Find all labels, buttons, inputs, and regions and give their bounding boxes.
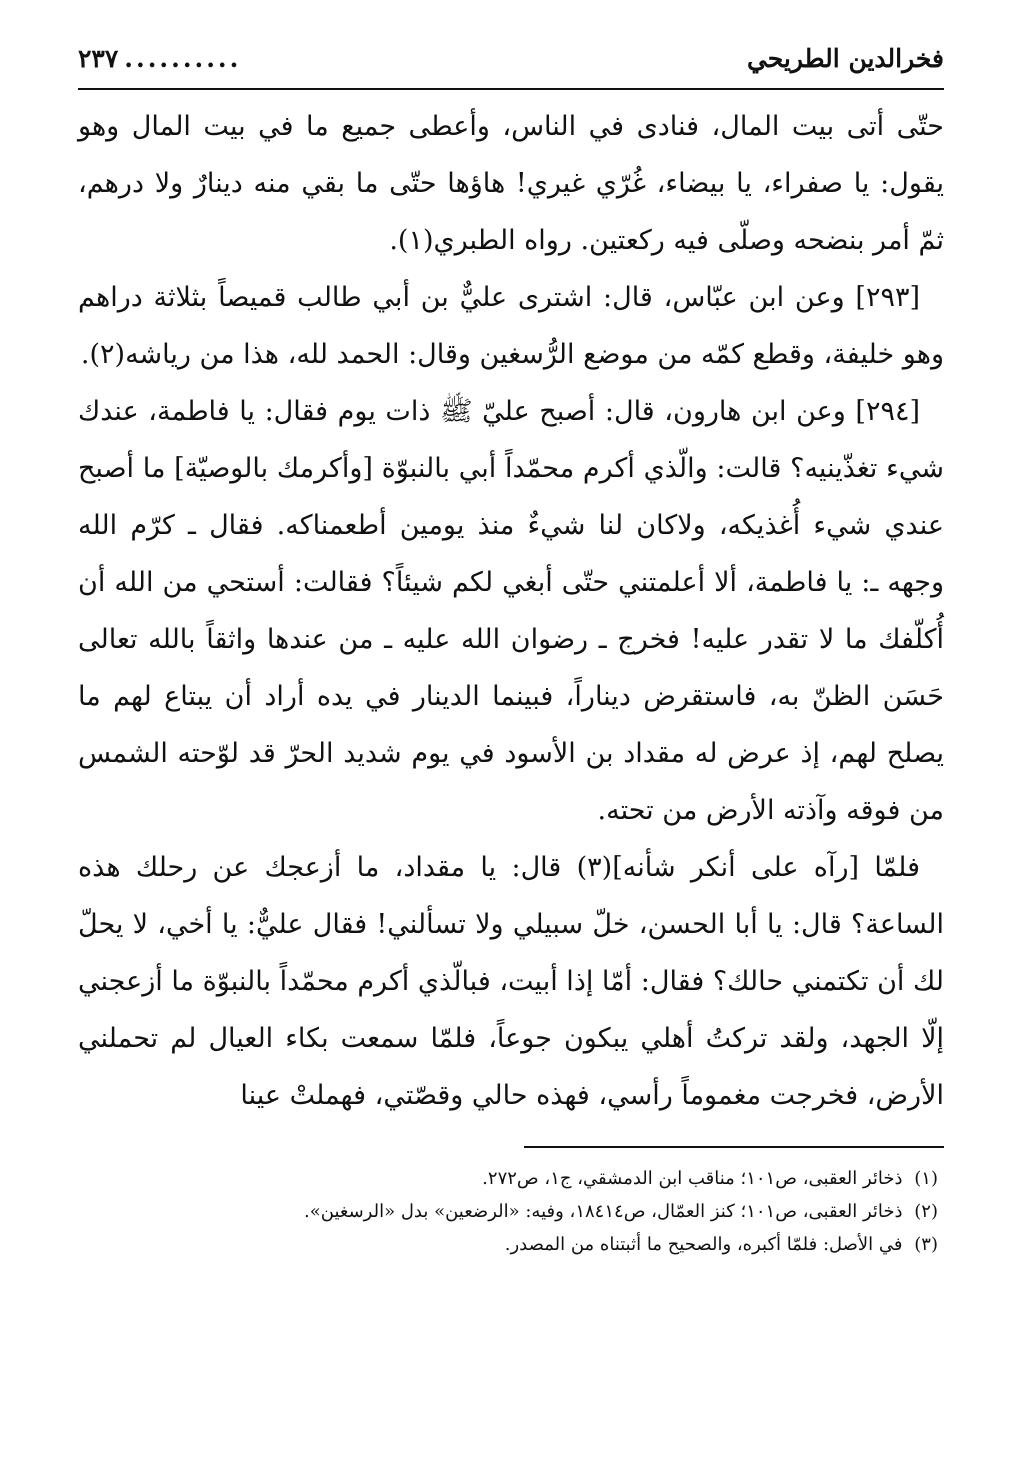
paragraph-continuation: حتّى أتى بيت المال، فنادى في الناس، وأعطى جميع ما في بيت المال وهو يقول: يا صفراء، يا بيضاء، غُرّي غيري! هاؤها حتّى ما بقي منه دينارٌ ولا درهم، ثمّ أمر بنضحه وصلّى فيه ركعتين. رواه الطبري(١). (78, 111, 944, 256)
dot-leader: .......... (124, 44, 242, 73)
running-header (78, 30, 944, 90)
page-number: ٢٣٧ (78, 44, 119, 73)
footnote-number: (٣) (914, 1234, 938, 1255)
main-text (78, 98, 944, 1124)
footnote-text: في الأصل: فلمّا أكبره، والصحيح ما أثبتناه من المصدر. (504, 1234, 903, 1255)
footnote-divider (524, 1146, 944, 1148)
paragraph-293: [٢٩٣] وعن ابن عبّاس، قال: اشترى عليٌّ بن أبي طالب قميصاً بثلاثة دراهم وهو خليفة، وقطع كمّه من موضع الرُّسغين وقال: الحمد لله، هذا من رياشه(٢). (78, 282, 944, 370)
footnote-2 (78, 1195, 938, 1228)
footnote-3 (78, 1228, 938, 1261)
paragraph-miqdad: فلمّا [رآه على أنكر شأنه](٣) قال: يا مقداد، ما أزعجك عن رحلك هذه الساعة؟ قال: يا أبا الحسن، خلّ سبيلي ولا تسألني! فقال عليٌّ: يا أخي، لا يحلّ لك أن تكتمني حالك؟ فقال: أمّا إذا أبيت، فبالّذي أكرم محمّداً بالنبوّة ما أزعجني إلّا الجهد، ولقد تركتُ أهلي يبكون جوعاً، فلمّا سمعت بكاء العيال لم تحملني الأرض، فخرجت مغموماً رأسي، فهذه حالي وقصّتي، فهملتْ عينا (78, 852, 944, 1111)
paragraph-294: [٢٩٤] وعن ابن هارون، قال: أصبح عليّ ﷺ ذات يوم فقال: يا فاطمة، عندك شيء تغذّينيه؟ قالت: والّذي أكرم محمّداً أبي بالنبوّة [وأكرمك بالوصيّة] ما أصبح عندي شيء أُغذيكه، ولاكان لنا شيءٌ منذ يومين أطعمناكه. فقال ـ كرّم الله وجهه ـ: يا فاطمة، ألا أعلمتني حتّى أبغي لكم شيئاً؟ فقالت: أستحي من الله أن أُكلّفك ما لا تقدر عليه! فخرج ـ رضوان الله عليه ـ من عندها واثقاً بالله تعالى حَسَن الظنّ به، فاستقرض ديناراً، فبينما الدينار في يده أراد أن يبتاع لهم ما يصلح لهم، إذ عرض له مقداد بن الأسود في يوم شديد الحرّ قد لوّحته الشمس من فوقه وآذته الأرض من تحته. (78, 396, 944, 826)
footnote-text: ذخائر العقبى، ص١٠١؛ كنز العمّال، ص١٨٤١٤، وفيه: «الرضعين» بدل «الرسغين». (304, 1201, 903, 1222)
book-page (78, 30, 944, 1450)
running-title: فخرالدين الطريحي (746, 44, 944, 73)
footnote-1 (78, 1162, 938, 1195)
footnote-number: (١) (914, 1168, 938, 1189)
footnotes (78, 1162, 944, 1261)
footnote-number: (٢) (914, 1201, 938, 1222)
footnote-text: ذخائر العقبى، ص١٠١؛ مناقب ابن الدمشقي، ج١، ص٢٧٢. (482, 1168, 903, 1189)
